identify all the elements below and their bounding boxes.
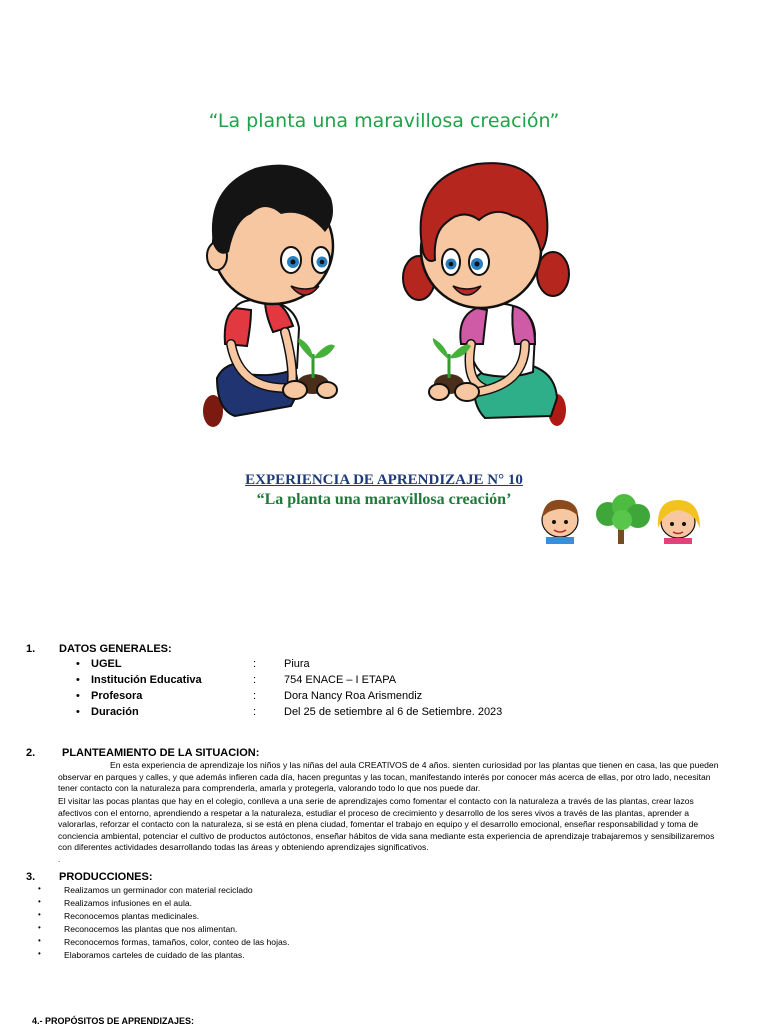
bullet: •	[38, 936, 41, 945]
production-text: Realizamos un germinador con material reciclado	[64, 885, 253, 895]
bullet: •	[76, 690, 80, 702]
production-item	[38, 950, 638, 962]
kids-with-tree-illustration	[538, 494, 706, 544]
production-text: Realizamos infusiones en el aula.	[64, 898, 193, 908]
situation-paragraph-1: En esta experiencia de aprendizaje los niños y las niñas del aula CREATIVOS de 4 años. sienten curiosidad por las plantas que tienen en casa, las que pueden observar en parques y calles, y que además infieren cada día, hacen preguntas y las tocan, manifestando interés por conocer más acerca de ellas, por otro lado, necesitan tener contacto con la naturaleza para comprenderla, amarla y protegerla, valorando todo lo que nos puede dar.	[58, 760, 719, 794]
row-value: 754 ENACE – I ETAPA	[284, 674, 397, 686]
row-value: Piura	[284, 658, 310, 670]
bullet: •	[76, 674, 80, 686]
section-1-title: DATOS GENERALES:	[59, 643, 172, 655]
bullet: •	[76, 706, 80, 718]
bullet: •	[38, 897, 41, 906]
situation-paragraph-2: El visitar las pocas plantas que hay en el colegio, conlleva a una serie de aprendizajes como fomentar el contacto con la naturaleza a través de las plantas, crear lazos afectivos con el entorno, aprendiendo a respetar a la naturaleza, estudiar el proceso de crecimiento y desarrollo de los seres vivos a través de las plantas, aprender a valorarlas, reforzar el contacto con la naturaleza, si se está en plena ciudad, fomentar el trabajo en equipo y el desarrollo emocional, enseñar responsabilidad y toma de conciencia ambiental, potenciar el cultivo de productos autóctonos, enseñar hábitos de vida sana mediante esta experiencia de aprendizaje trabajaremos y sensibilizaremos con diferentes actividades desarrollando todas las áreas y obteniendo aprendizajes significativos.	[58, 796, 715, 853]
row-value: Dora Nancy Roa Arismendiz	[284, 690, 423, 702]
section-1-number: 1.	[26, 643, 36, 655]
general-row-ugel	[76, 658, 676, 674]
children-planting-illustration	[195, 148, 575, 440]
bullet: •	[76, 658, 80, 670]
row-colon: :	[253, 690, 257, 702]
production-text: Reconocemos formas, tamaños, color, conteo de las hojas.	[64, 937, 290, 947]
production-item	[38, 885, 638, 897]
row-colon: :	[253, 674, 257, 686]
row-colon: :	[253, 658, 257, 670]
section-2-number: 2.	[26, 747, 36, 759]
row-label: Duración	[91, 706, 139, 718]
section-3-title: PRODUCCIONES:	[59, 871, 153, 883]
experience-subtitle: “La planta una maravillosa creación’	[256, 491, 512, 508]
production-item	[38, 937, 638, 949]
general-row-teacher	[76, 690, 676, 706]
section-3-number: 3.	[26, 871, 36, 883]
row-label: UGEL	[91, 658, 122, 670]
general-row-duration	[76, 706, 676, 722]
bullet: •	[38, 910, 41, 919]
general-row-institution	[76, 674, 676, 690]
girl-figure	[403, 163, 569, 426]
production-text: Elaboramos carteles de cuidado de las plantas.	[64, 950, 245, 960]
bullet: •	[38, 923, 41, 932]
section-4-title: 4.- PROPÓSITOS DE APRENDIZAJES:	[32, 1016, 195, 1026]
production-item	[38, 911, 638, 923]
production-text: Reconocemos las plantas que nos alimentan.	[64, 924, 238, 934]
bullet: •	[38, 884, 41, 893]
production-text: Reconocemos plantas medicinales.	[64, 911, 200, 921]
experience-heading: EXPERIENCIA DE APRENDIZAJE N° 10	[245, 472, 523, 488]
production-item	[38, 924, 638, 936]
row-value: Del 25 de setiembre al 6 de Setiembre. 2023	[284, 706, 503, 718]
bullet: •	[38, 949, 41, 958]
main-title: “La planta una maravillosa creación”	[208, 110, 560, 132]
section-2-title: PLANTEAMIENTO DE LA SITUACION:	[62, 747, 260, 759]
row-colon: :	[253, 706, 257, 718]
production-item	[38, 898, 638, 910]
boy-figure	[203, 165, 337, 427]
row-label: Institución Educativa	[91, 674, 202, 686]
row-label: Profesora	[91, 690, 143, 702]
trailing-dot: .	[58, 855, 61, 864]
